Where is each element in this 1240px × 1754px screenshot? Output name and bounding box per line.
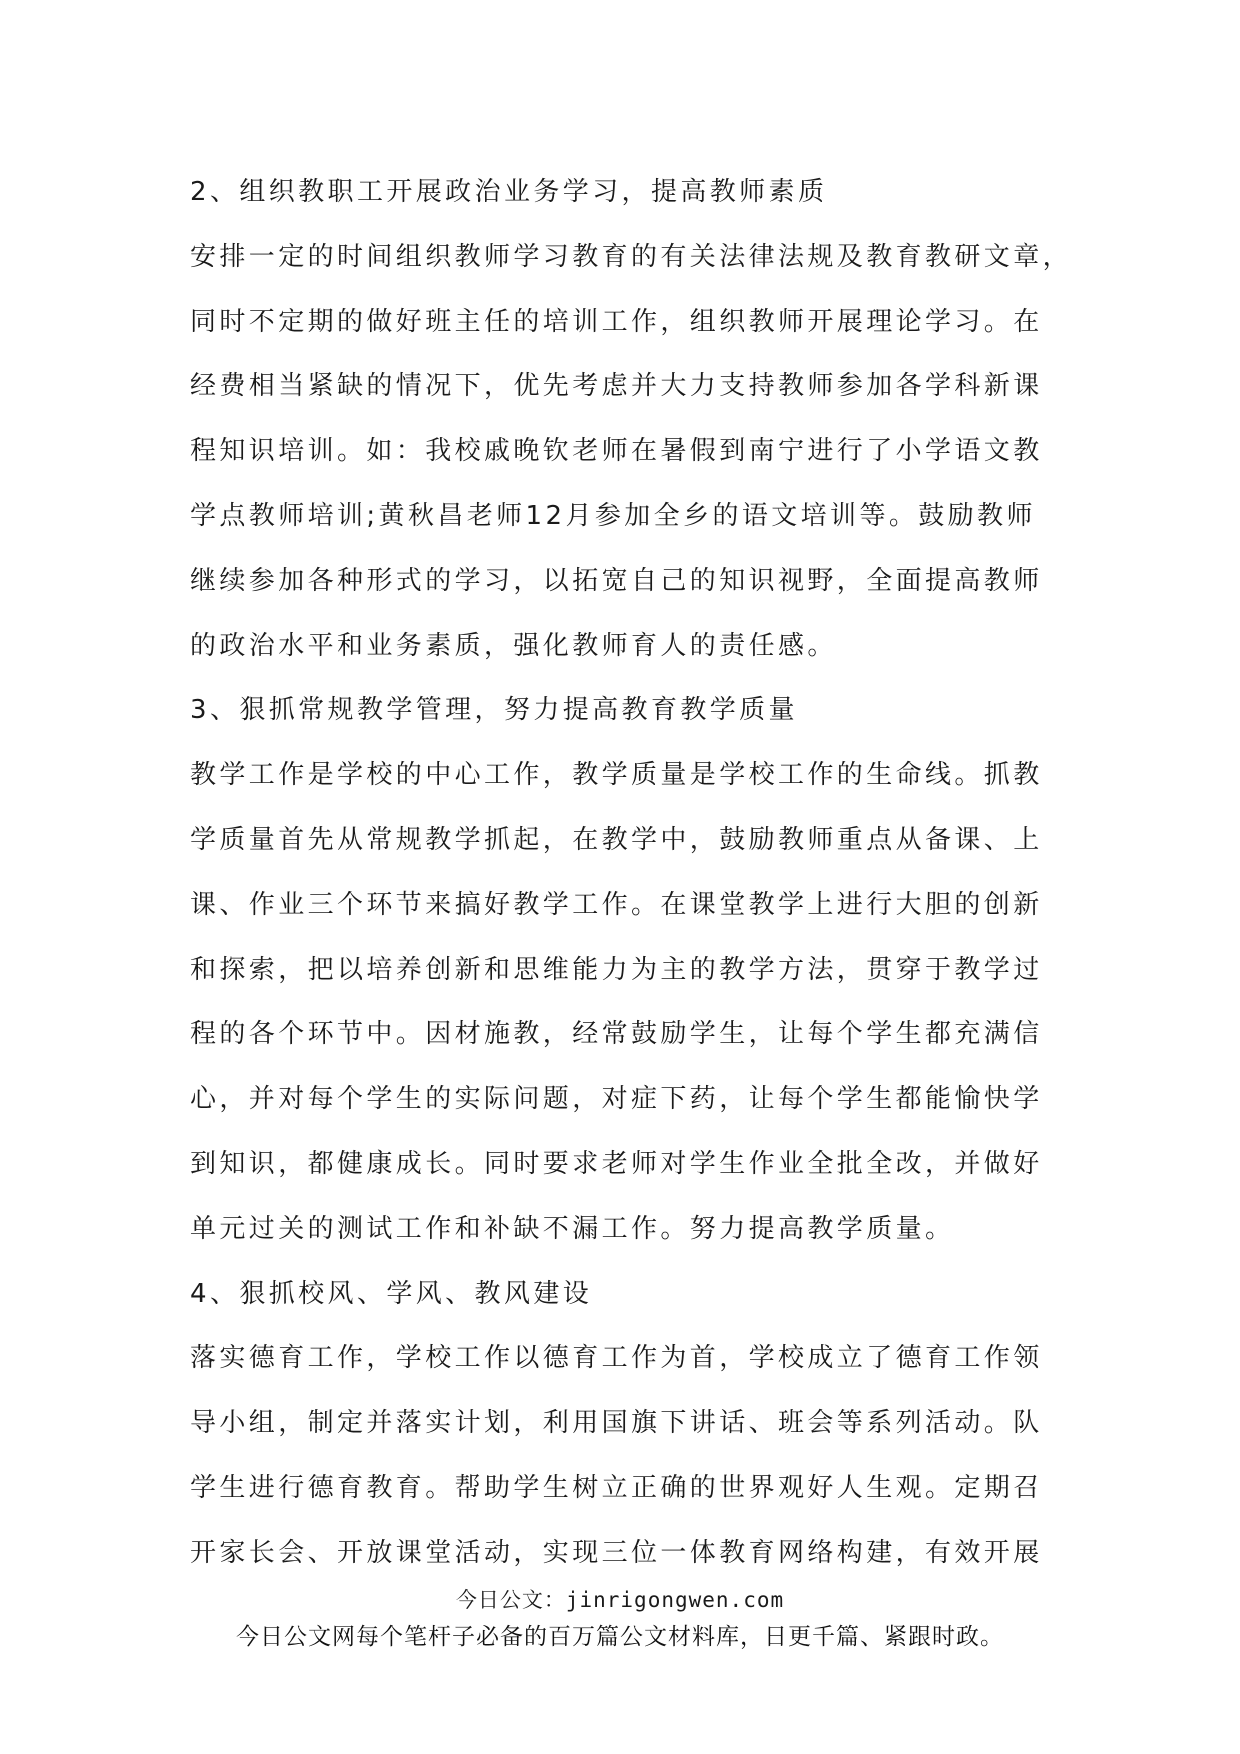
paragraph-line: 落实德育工作，学校工作以德育工作为首，学校成立了德育工作领 <box>190 1343 1043 1374</box>
paragraph-line: 同时不定期的做好班主任的培训工作，组织教师开展理论学习。在 <box>190 306 1043 337</box>
section-heading-4: 4、狠抓校风、学风、教风建设 <box>190 1278 593 1309</box>
paragraph-line: 开家长会、开放课堂活动，实现三位一体教育网络构建，有效开展 <box>190 1537 1043 1568</box>
paragraph-line: 心，并对每个学生的实际问题，对症下药，让每个学生都能愉快学 <box>190 1084 1043 1115</box>
section-heading-2: 2、组织教职工开展政治业务学习，提高教师素质 <box>190 177 828 207</box>
paragraph-line: 经费相当紧缺的情况下，优先考虑并大力支持教师参加各学科新课 <box>190 371 1043 402</box>
footer-site-label: 今日公文： <box>455 1588 566 1612</box>
paragraph-line: 教学工作是学校的中心工作，教学质量是学校工作的生命线。抓教 <box>190 760 1043 791</box>
paragraph-line: 课、作业三个环节来搞好教学工作。在课堂教学上进行大胆的创新 <box>190 889 1043 920</box>
paragraph-line: 和探索，把以培养创新和思维能力为主的教学方法，贯穿于教学过 <box>190 954 1043 985</box>
section-heading-3: 3、狠抓常规教学管理，努力提高教育教学质量 <box>190 695 798 726</box>
paragraph-line: 程的各个环节中。因材施教，经常鼓励学生，让每个学生都充满信 <box>190 1019 1043 1050</box>
document-body <box>190 160 1073 1586</box>
paragraph-line: 继续参加各种形式的学习，以拓宽自己的知识视野，全面提高教师 <box>190 565 1043 596</box>
footer-site-url[interactable]: jinrigongwen.com <box>565 1588 785 1612</box>
paragraph-line: 的政治水平和业务素质，强化教师育人的责任感。 <box>190 630 837 661</box>
paragraph-line: 程知识培训。如：我校戚晚钦老师在暑假到南宁进行了小学语文教 <box>190 436 1043 467</box>
paragraph-line: 导小组，制定并落实计划，利用国旗下讲话、班会等系列活动。队 <box>190 1408 1043 1439</box>
paragraph-line: 学质量首先从常规教学抓起，在教学中，鼓励教师重点从备课、上 <box>190 824 1043 855</box>
footer-slogan: 今日公文网每个笔杆子必备的百万篇公文材料库，日更千篇、紧跟时政。 <box>236 1624 1004 1650</box>
paragraph-line: 安排一定的时间组织教师学习教育的有关法律法规及教育教研文章， <box>190 241 1073 272</box>
paragraph-line: 学生进行德育教育。帮助学生树立正确的世界观好人生观。定期召 <box>190 1472 1043 1503</box>
paragraph-line: 单元过关的测试工作和补缺不漏工作。努力提高教学质量。 <box>190 1213 955 1244</box>
paragraph-line: 到知识，都健康成长。同时要求老师对学生作业全批全改，并做好 <box>190 1148 1043 1179</box>
footer-site <box>0 1584 1240 1614</box>
paragraph-line: 学点教师培训;黄秋昌老师12月参加全乡的语文培训等。鼓励教师 <box>190 500 1036 531</box>
